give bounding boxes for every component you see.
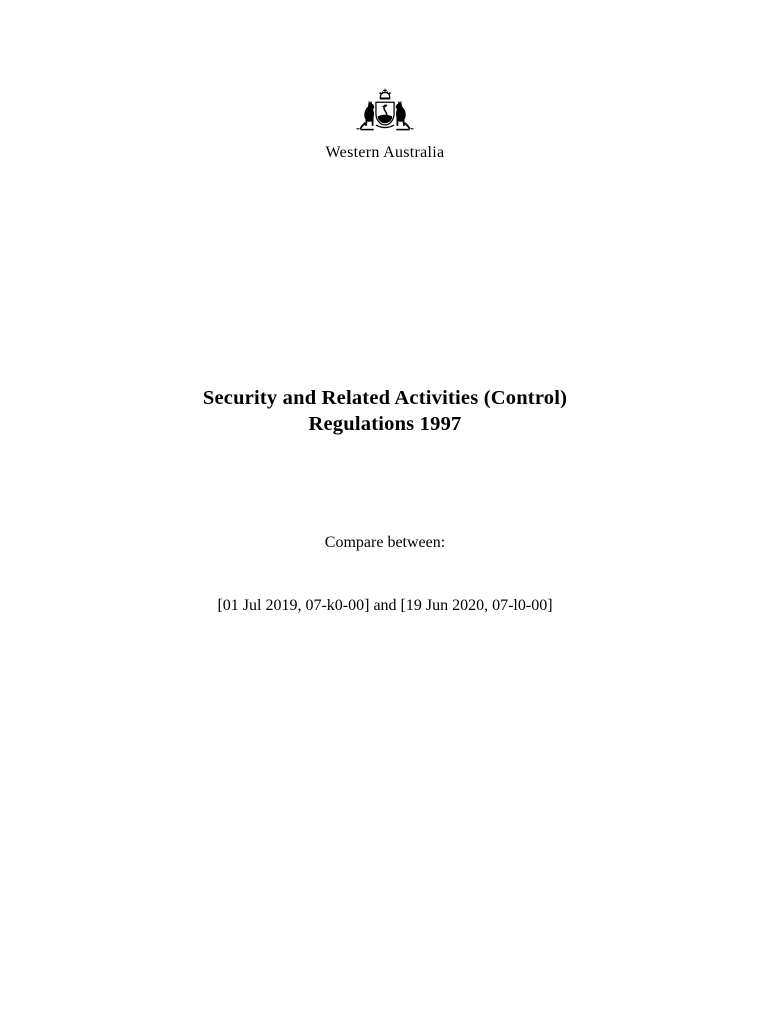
emblem-caption: Western Australia xyxy=(325,144,445,161)
compare-label: Compare between: xyxy=(324,534,446,551)
document-title-line2: Regulations 1997 xyxy=(308,412,462,435)
compare-range: [01 Jul 2019, 07-k0-00] and [19 Jun 2020, 07-l0-00] xyxy=(217,597,553,614)
wa-coat-of-arms-icon xyxy=(356,88,414,141)
document-title-line1: Security and Related Activities (Control) xyxy=(202,387,568,409)
document-title xyxy=(0,386,770,437)
wa-emblem xyxy=(0,88,770,162)
